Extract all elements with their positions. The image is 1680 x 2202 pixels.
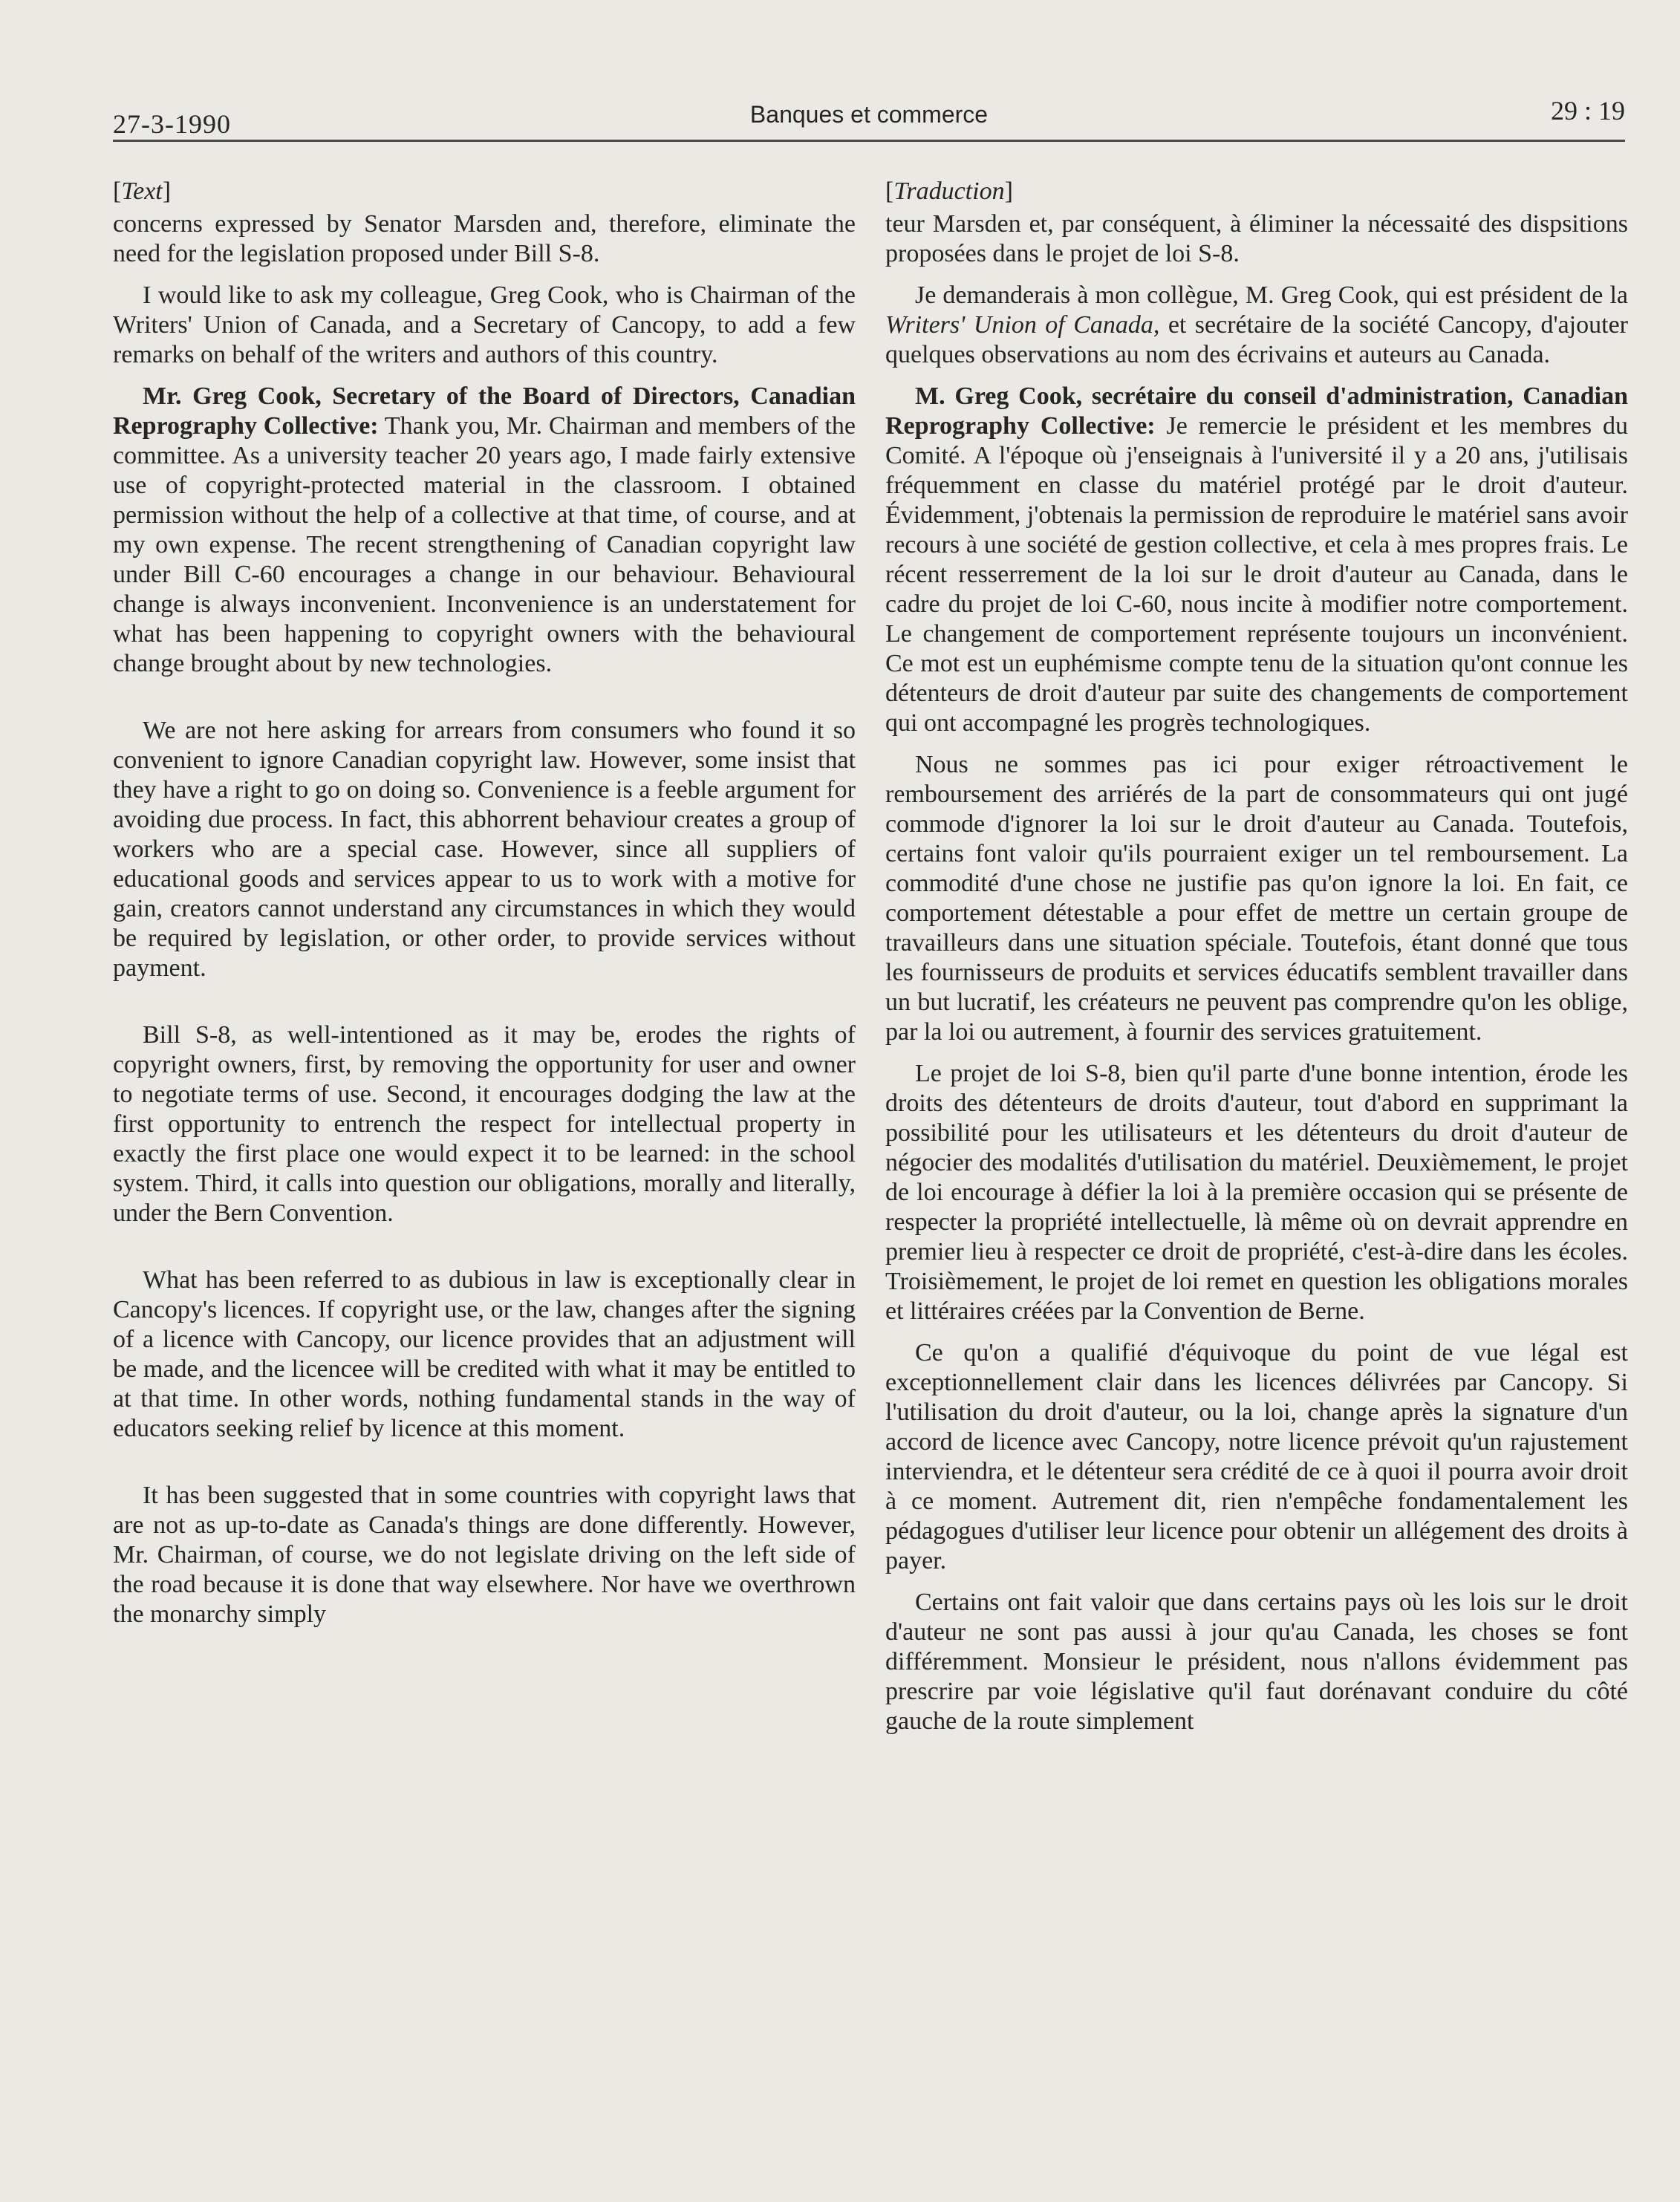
paragraph: Nous ne sommes pas ici pour exiger rétroactivement le remboursement des arriérés de la part de consommateurs qui ont jugé commode d'ignorer la loi sur le droit d'auteur au Canada. Toutefois, certains font valoir qu'ils pourraient exiger un tel remboursement. La commodité d'une chose ne justifie pas qu'on ignore la loi. En fait, ce comportement détestable a pour effet de mettre un certain groupe de travailleurs dans une situation spéciale. Toutefois, étant donné que tous les fournisseurs de produits et services éducatifs semblent travailler dans un but lucratif, les créateurs ne peuvent pas comprendre qu'on les oblige, par la loi ou autrement, à fournir des services gratuitement. — [885, 751, 1628, 1046]
paragraph: We are not here asking for arrears from consumers who found it so convenient to ignore Canadian copyright law. However, some insist that they have a right to go on doing so. Convenience is a feeble argument for avoiding due process. In fact, this abhorrent behaviour creates a group of workers who are a special case. However, since all suppliers of educational goods and services appear to us to work with a motive for gain, creators cannot understand any circumstances in which they would be required by legislation, or other order, to provide services without payment. — [113, 717, 856, 982]
speaker-name: Mr. Greg Cook, Secretary of the Board of Directors, Canadian Reprography Collective: — [113, 382, 856, 440]
paragraph: Je demanderais à mon collègue, M. Greg Cook, qui est président de la Writers' Union of Canada, et secrétaire de la société Cancopy, d'ajouter quelques observations au nom des écrivains et auteurs au Canada. — [885, 281, 1628, 368]
paragraph: I would like to ask my colleague, Greg Cook, who is Chairman of the Writers' Union of Canada, and a Secretary of Cancopy, to add a few remarks on behalf of the writers and authors of this country. — [113, 281, 856, 368]
speaker-paragraph: M. Greg Cook, secrétaire du conseil d'administration, Canadian Reprography Collective: Je remercie le président et les membres du Comité. A l'époque où j'enseignais à l'université il y a 20 ans, j'utilisais fréquemment en classe du matériel protégé par le droit d'auteur. Évidemment, j'obtenais la permission de reproduire le matériel sans avoir recours à une société de gestion collective, et cela à mes propres frais. Le récent resserrement de la loi sur le droit d'auteur au Canada, dans le cadre du projet de loi C-60, nous incite à modifier notre comportement. Le changement de comportement représente toujours un inconvénient. Ce mot est un euphémisme compte tenu de la situation qu'ont connue les détenteurs de droit d'auteur par suite des changements de comportement qui ont accompagné les progrès technologiques. — [885, 382, 1628, 737]
translation-marker: [Traduction] — [885, 177, 1013, 205]
paragraph: concerns expressed by Senator Marsden and, therefore, eliminate the need for the legislation proposed under Bill S-8. — [113, 210, 856, 267]
paragraph: What has been referred to as dubious in law is exceptionally clear in Cancopy's licences. If copyright use, or the law, changes after the signing of a licence with Cancopy, our licence provides that an adjustment will be made, and the licencee will be credited with what it may be entitled to at that time. In other words, nothing fundamental stands in the way of educators seeking relief by licence at this moment. — [113, 1266, 856, 1442]
speaker-name: M. Greg Cook, secrétaire du conseil d'administration, Canadian Reprography Collective: — [885, 382, 1628, 440]
text-marker: [Text] — [113, 177, 172, 205]
page-header — [113, 95, 1625, 142]
paragraph: teur Marsden et, par conséquent, à éliminer la nécessaité des dispsitions proposées dans le projet de loi S-8. — [885, 210, 1628, 267]
paragraph: Bill S-8, as well-intentioned as it may be, erodes the rights of copyright owners, first, by removing the opportunity for user and owner to negotiate terms of use. Second, it encourages dodging the law at the first opportunity to entrench the respect for intellectual property in exactly the first place one would expect it to be learned: in the school system. Third, it calls into question our obligations, morally and literally, under the Bern Convention. — [113, 1021, 856, 1227]
header-page-number: 29 : 19 — [1550, 96, 1625, 126]
header-date: 27-3-1990 — [113, 109, 231, 139]
paragraph: Le projet de loi S-8, bien qu'il parte d'une bonne intention, érode les droits des détenteurs de droits d'auteur, tout d'abord en supprimant la possibilité pour les utilisateurs et les détenteurs du droit d'auteur de négocier des modalités d'utilisation du matériel. Deuxièmement, le projet de loi encourage à défier la loi à la première occasion qui se présente de respecter la propriété intellectuelle, là même où on devrait apprendre en premier lieu à respecter ce droit de propriété, c'est-à-dire dans les écoles. Troisièmement, le projet de loi remet en question les obligations morales et littéraires créées par la Convention de Berne. — [885, 1060, 1628, 1325]
english-column — [113, 177, 856, 2182]
french-column — [885, 177, 1628, 2182]
paragraph: Ce qu'on a qualifié d'équivoque du point de vue légal est exceptionnellement clair dans les licences délivrées par Cancopy. Si l'utilisation du droit d'auteur, ou la loi, change après la signature d'un accord de licence avec Cancopy, notre licence prévoit qu'un rajustement interviendra, et le détenteur sera crédité de ce à quoi il pourra avoir droit à ce moment. Autrement dit, rien n'empêche fondamentalement les pédagogues d'utiliser leur licence pour obtenir un allégement des droits à payer. — [885, 1339, 1628, 1574]
speaker-paragraph: Mr. Greg Cook, Secretary of the Board of Directors, Canadian Reprography Collective: Thank you, Mr. Chairman and members of the committee. As a university teacher 20 years ago, I made fairly extensive use of copyright-protected material in the classroom. I obtained permission without the help of a collective at that time, of course, and at my own expense. The recent strengthening of Canadian copyright law under Bill C-60 encourages a change in our behaviour. Behavioural change is always inconvenient. Inconvenience is an understatement for what has been happening to copyright owners with the behavioural change brought about by new technologies. — [113, 382, 856, 677]
paragraph: It has been suggested that in some countries with copyright laws that are not as up-to-date as Canada's things are done differently. However, Mr. Chairman, of course, we do not legislate driving on the left side of the road because it is done that way elsewhere. Nor have we overthrown the monarchy simply — [113, 1482, 856, 1628]
paragraph: Certains ont fait valoir que dans certains pays où les lois sur le droit d'auteur ne sont pas aussi à jour qu'au Canada, les choses se font différemment. Monsieur le président, nous n'allons évidemment pas prescrire par voie législative qu'il faut dorénavant conduire du côté gauche de la route simplement — [885, 1589, 1628, 1735]
header-title: Banques et commerce — [749, 101, 989, 128]
